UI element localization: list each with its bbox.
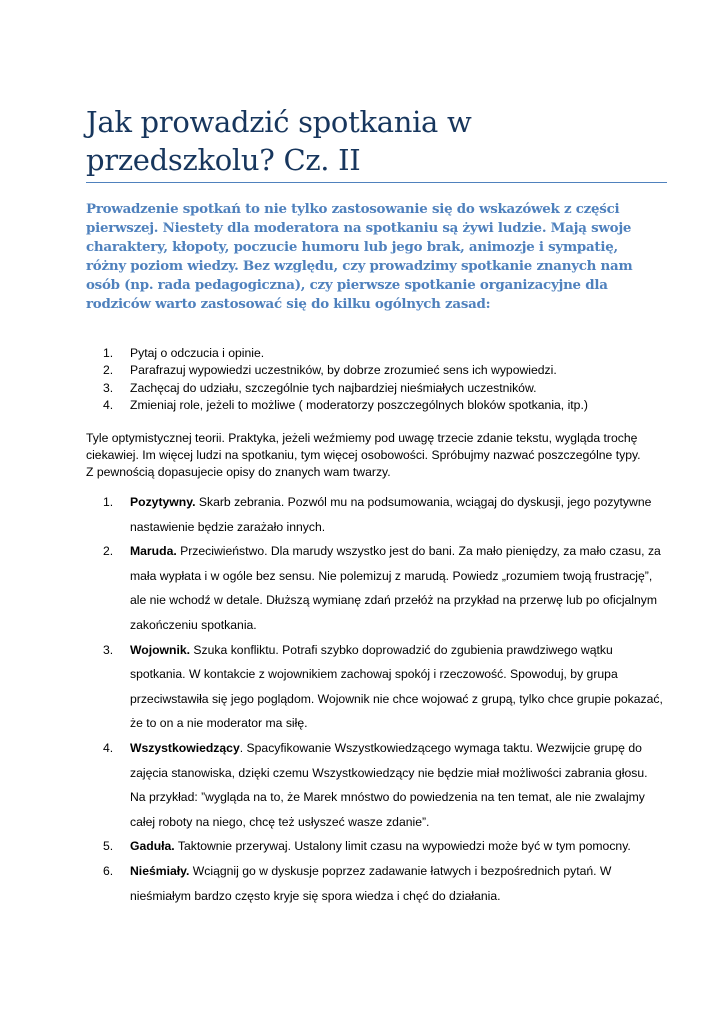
type-description: Przeciwieństwo. Dla marudy wszystko jest do bani. Za mało pieniędzy, za mało czasu, za mała wypłata i w ogóle bez sensu. Nie polemizuj z marudą. Powiedz „rozumiem twoją frustrację”, ale nie wchodź w detale. Dłuższą wymianę zdań przełóż na przykład na przerwę lub po oficjalnym zakończeniu spotkania. — [130, 544, 661, 632]
type-term: Wszystkowiedzący — [130, 740, 240, 755]
list-item — [86, 638, 666, 736]
list-number: 5. — [103, 839, 114, 854]
list-number: 6. — [103, 863, 114, 878]
list-number: 4. — [103, 398, 114, 413]
list-item — [86, 539, 666, 637]
list-text: Zachęcaj do udziału, szczególnie tych najbardziej nieśmiałych uczestników. — [130, 380, 537, 395]
list-text: Pytaj o odczucia i opinie. — [130, 346, 265, 360]
list-text: Zmieniaj role, jeżeli to możliwe ( moderatorzy poszczególnych bloków spotkania, itp.) — [130, 398, 588, 413]
list-number: 1. — [103, 346, 114, 360]
list-number: 4. — [103, 740, 114, 755]
list-number: 3. — [103, 642, 114, 657]
lead-paragraph: Prowadzenie spotkań to nie tylko zastosowanie się do wskazówek z części pierwszej. Niestety dla moderatora na spotkaniu są żywi ludzie. Mają swoje charaktery, kłopoty, poczucie humoru lub jego brak, animozje i sympatię, różny poziom wiedzy. Bez względu, czy prowadzimy spotkanie znanych nam osób (np. rada pedagogiczna), czy pierwsze spotkanie organizacyjne dla rodziców warto zastosować się do kilku ogólnych zasad: — [86, 201, 633, 312]
list-item — [86, 736, 666, 834]
type-term: Maruda. — [130, 544, 177, 559]
intro-paragraph: Tyle optymistycznej teorii. Praktyka, jeżeli weźmiemy pod uwagę trzecie zdanie tekstu, wygląda trochę ciekawiej. Im więcej ludzi na spotkaniu, tym więcej osobowości. Spróbujmy nazwać poszczególne typy. Z pewnością dopasujecie opisy do znanych wam twarzy. — [86, 431, 641, 479]
type-term: Nieśmiały. — [130, 863, 190, 878]
rules-list — [86, 345, 666, 415]
title-underline — [86, 182, 667, 183]
types-list — [86, 490, 666, 908]
list-number: 2. — [103, 363, 114, 378]
type-description: Taktownie przerywaj. Ustalony limit czasu na wypowiedzi może być w tym pomocny. — [174, 839, 631, 854]
type-description: Szuka konfliktu. Potrafi szybko doprowadzić do zgubienia prawdziwego wątku spotkania. W kontakcie z wojownikiem zachowaj spokój i rzeczowość. Spowoduj, by grupa przeciwstawiła się jego poglądom. Wojownik nie chce wojować z grupą, tylko chce grupie pokazać, że to on a nie moderator ma siłę. — [130, 642, 663, 731]
list-item — [86, 380, 666, 397]
list-number: 2. — [103, 544, 114, 559]
type-term: Pozytywny. — [130, 495, 196, 509]
type-description: Skarb zebrania. Pozwól mu na podsumowania, wciągaj do dyskusji, jego pozytywne nastawienie będzie zarażało innych. — [130, 495, 652, 534]
list-number: 3. — [103, 380, 114, 395]
list-item — [86, 362, 666, 379]
list-item — [86, 345, 666, 362]
list-text: Parafrazuj wypowiedzi uczestników, by dobrze zrozumieć sens ich wypowiedzi. — [130, 363, 557, 378]
list-item — [86, 397, 666, 414]
list-item — [86, 859, 666, 908]
list-number: 1. — [103, 495, 114, 509]
type-description: . Spacyfikowanie Wszystkowiedzącego wymaga taktu. Wezwijcie grupę do zajęcia stanowiska, dzięki czemu Wszystkowiedzący nie będzie miał możliwości zabrania głosu. Na przykład: ”wygląda na to, że Marek mnóstwo do powiedzenia na ten temat, ale nie zwalajmy całej roboty na niego, chcę też usłyszeć wasze zdanie”. — [130, 740, 648, 829]
list-item — [86, 490, 666, 539]
document-title: Jak prowadzić spotkania w przedszkolu? Cz. II — [86, 105, 472, 177]
type-term: Wojownik. — [130, 642, 191, 657]
type-description: Wciągnij go w dyskusje poprzez zadawanie łatwych i bezpośrednich pytań. W nieśmiałym bardzo często kryje się spora wiedza i chęć do działania. — [130, 863, 612, 903]
type-term: Gaduła. — [130, 839, 175, 854]
list-item — [86, 834, 666, 859]
